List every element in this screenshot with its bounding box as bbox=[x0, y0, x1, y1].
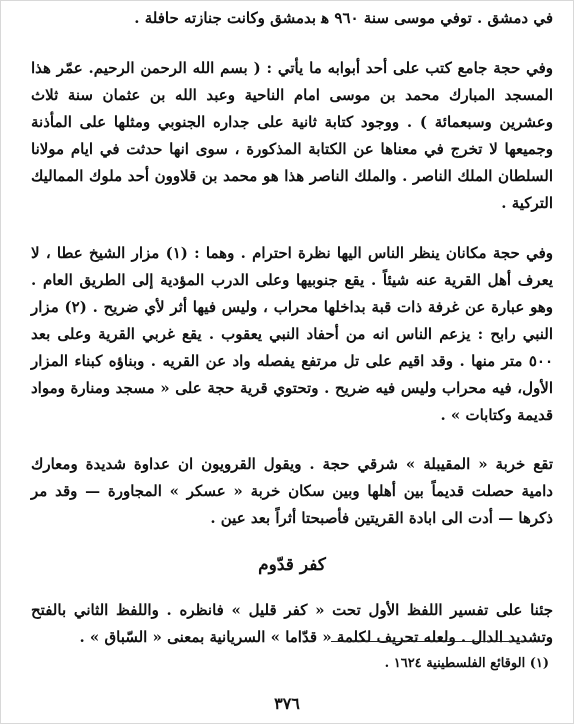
footnote-divider bbox=[331, 641, 541, 642]
footnote: (١) الوقائع الفلسطينية ١٦٢٤ . bbox=[384, 656, 549, 671]
section-heading: كفر قدّوم bbox=[258, 555, 326, 575]
paragraph-muqaybila-ruin: تقع خربة « المقيبلة » شرقي حجة . ويقول القرويون ان عداوة شديدة ومعارك دامية حصلت قديماً بين أهلها وبين سكان خربة « عسكر » المجاورة — وقد مر ذكرها — أدت الى ابادة القريتين فأصبحتا أثراً بعد عين . bbox=[31, 455, 553, 527]
page-number: ٣٧٦ bbox=[274, 694, 300, 713]
paragraph-shrines: وفي حجة مكانان ينظر الناس اليها نظرة احترام . وهما : (١) مزار الشيخ عطا ، لا يعرف أهل القرية عنه شيئاً . يقع جنوبيها وعلى الدرب المؤدية إلى الطريق العام . وهو عبارة عن غرفة ذات قبة بداخلها محراب ، وليس فيها أثر لأي ضريح . (٢) مزار النبي رابح : يزعم الناس انه من أحفاد النبي يعقوب . يقع غربي القرية وعلى بعد ٥٠٠ متر منها . وقد اقيم على تل مرتفع يفصله واد عن القريه . وبناؤه كبناء المزار الأول، فيه محراب وليس فيه ضريح . وتحتوي قرية حجة على « مسجد ومنارة ومواد قديمة وكتابات » . bbox=[31, 244, 553, 424]
paragraph-continuation: في دمشق . توفي موسى سنة ٩٦٠ ﻫ بدمشق وكانت جنازته حافلة . bbox=[134, 9, 553, 27]
page-body bbox=[31, 5, 553, 651]
paragraph-mosque-inscription: وفي حجة جامع كتب على أحد أبوابه ما يأتي : ( بسم الله الرحمن الرحيم. عمّر هذا المسجد المبارك محمد بن موسى امام الناحية وعبد الله بن عثمان سنة ثلاث وعشرين وسبعمائة ) . ووجود كتابة ثانية على جداره الجنوبي ومثلها على المأذنة وجميعها لا تخرج في معناها عن الكتابة المذكورة ، سوى انها حدثت في ايام مولانا السلطان الملك الناصر . والملك الناصر هذا هو محمد بن قلاوون أحد ملوك المماليك التركية . bbox=[31, 59, 553, 212]
paragraph-name-explanation: جئنا على تفسير اللفظ الأول تحت « كفر قليل » فانظره . واللفظ الثاني بالفتح وتشديد الدال . ولعله تحريف لكلمة « قدّاما » السريانية بمعنى « السّباق » . bbox=[31, 601, 553, 646]
